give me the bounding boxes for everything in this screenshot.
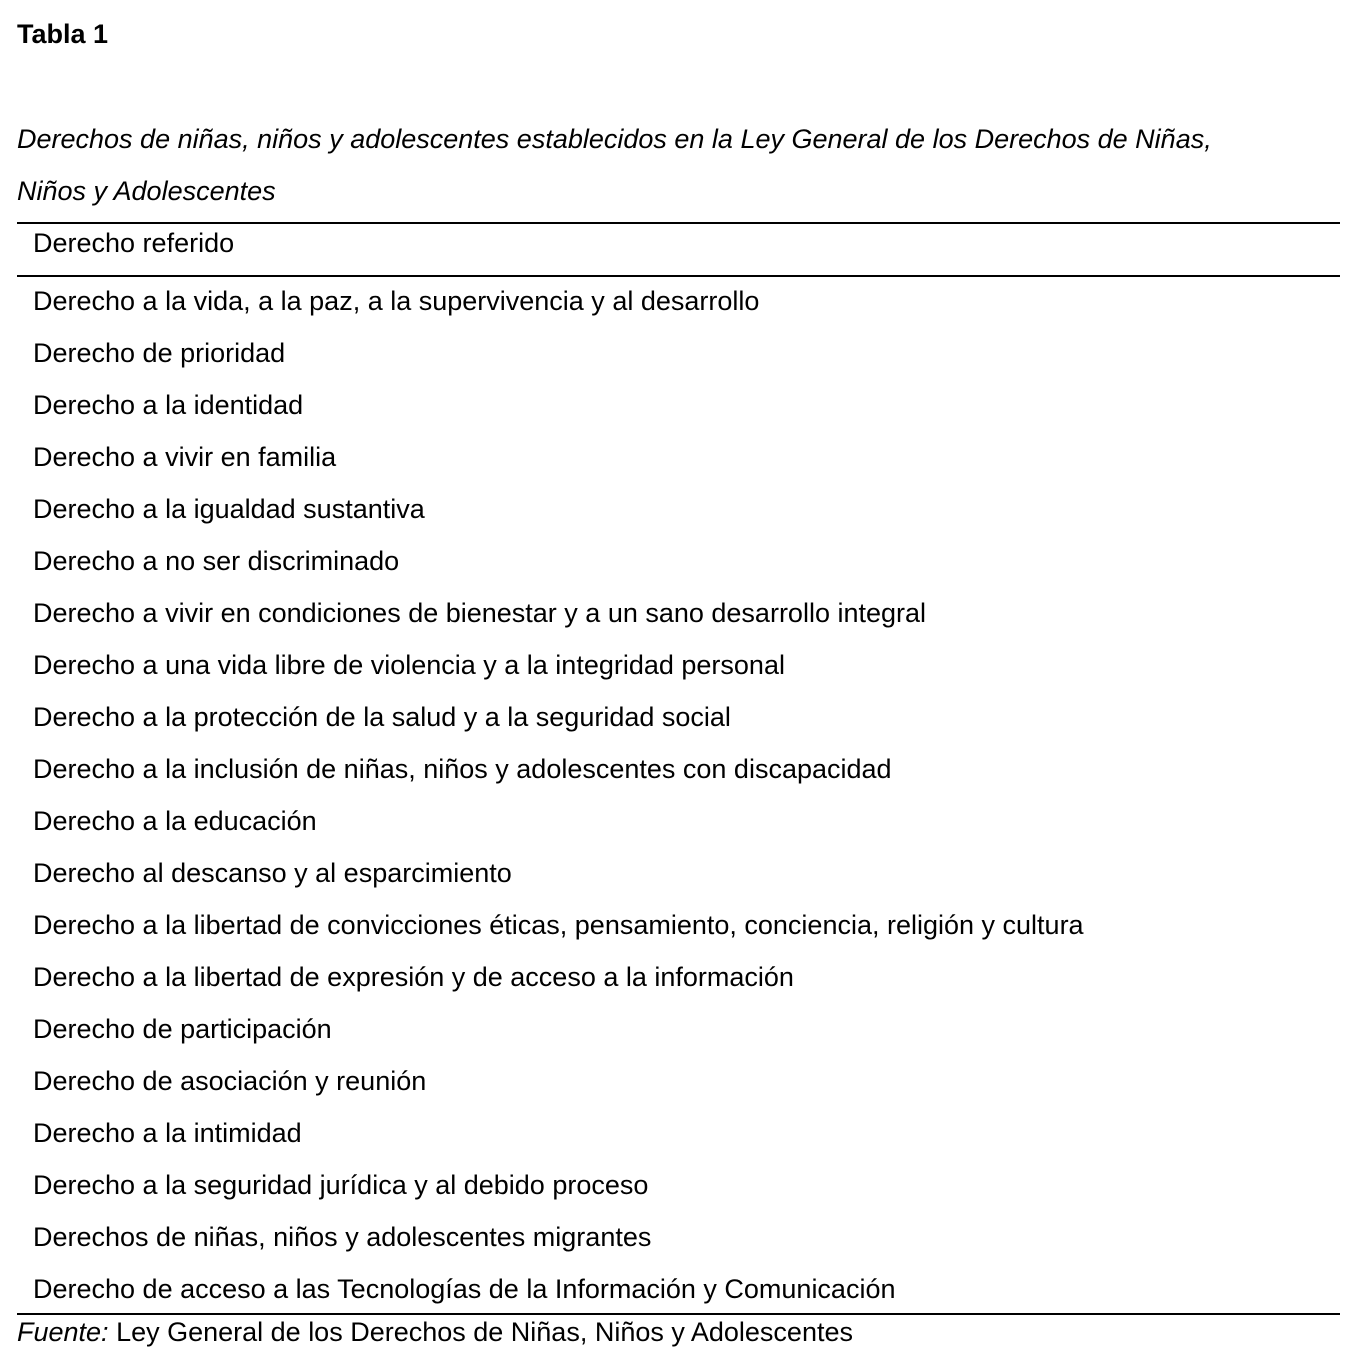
table-row <box>17 1005 1340 1057</box>
table-cell-derecho: Derecho a la libertad de expresión y de acceso a la información <box>33 962 794 992</box>
table-body <box>17 276 1340 1314</box>
table-row <box>17 276 1340 329</box>
table-row <box>17 745 1340 797</box>
table-cell-derecho: Derecho al descanso y al esparcimiento <box>33 858 512 888</box>
table-row <box>17 381 1340 433</box>
table-cell-derecho: Derecho a la identidad <box>33 390 304 420</box>
table-cell-derecho: Derecho a la inclusión de niñas, niños y adolescentes con discapacidad <box>33 754 892 784</box>
rights-table <box>17 222 1340 1315</box>
table-cell-derecho: Derecho a la libertad de convicciones éticas, pensamiento, conciencia, religión y cultura <box>33 910 1084 940</box>
source-text: Ley General de los Derechos de Niñas, Niños y Adolescentes <box>108 1317 853 1347</box>
table-cell-derecho: Derecho a la intimidad <box>33 1118 302 1148</box>
table-row <box>17 1057 1340 1109</box>
table-row <box>17 1109 1340 1161</box>
table-row <box>17 1161 1340 1213</box>
table-row <box>17 797 1340 849</box>
table-row <box>17 693 1340 745</box>
table-cell-derecho: Derecho a la vida, a la paz, a la supervivencia y al desarrollo <box>33 286 760 316</box>
table-cell-derecho: Derecho a la educación <box>33 806 317 836</box>
table-row <box>17 1265 1340 1314</box>
table-label: Tabla 1 <box>17 19 109 49</box>
table-cell-derecho: Derecho a la protección de la salud y a la seguridad social <box>33 702 731 732</box>
table-row <box>17 537 1340 589</box>
table-caption <box>17 113 1340 217</box>
table-cell-derecho: Derecho a vivir en condiciones de bienestar y a un sano desarrollo integral <box>33 598 927 628</box>
table-cell-derecho: Derecho de asociación y reunión <box>33 1066 427 1096</box>
source-label: Fuente: <box>17 1317 109 1347</box>
table-cell-derecho: Derecho de participación <box>33 1014 332 1044</box>
table-cell-derecho: Derecho de acceso a las Tecnologías de la Información y Comunicación <box>17 1265 1340 1314</box>
table-row <box>17 485 1340 537</box>
table-row <box>17 1213 1340 1265</box>
table-caption-line-1: Derechos de niñas, niños y adolescentes establecidos en la Ley General de los Derechos de Niñas, <box>17 124 1212 154</box>
table-row <box>17 589 1340 641</box>
column-header-derecho: Derecho referido <box>17 223 1340 276</box>
table-cell-derecho: Derecho a la seguridad jurídica y al debido proceso <box>33 1170 649 1200</box>
table-cell-derecho: Derecho a la igualdad sustantiva <box>33 494 425 524</box>
table-caption-line-2: Niños y Adolescentes <box>17 176 276 206</box>
table-row <box>17 901 1340 953</box>
table-row <box>17 329 1340 381</box>
table-row <box>17 849 1340 901</box>
table-row <box>17 433 1340 485</box>
table-cell-derecho: Derecho a vivir en familia <box>33 442 337 472</box>
table-header-row <box>17 223 1340 276</box>
source-note <box>17 1313 853 1351</box>
table-cell-derecho: Derecho de prioridad <box>33 338 286 368</box>
table-cell-derecho: Derecho a una vida libre de violencia y a la integridad personal <box>33 650 785 680</box>
table-row <box>17 641 1340 693</box>
table-row <box>17 953 1340 1005</box>
table-head <box>17 223 1340 276</box>
table-cell-derecho: Derechos de niñas, niños y adolescentes migrantes <box>33 1222 652 1252</box>
table-cell-derecho: Derecho a no ser discriminado <box>33 546 400 576</box>
